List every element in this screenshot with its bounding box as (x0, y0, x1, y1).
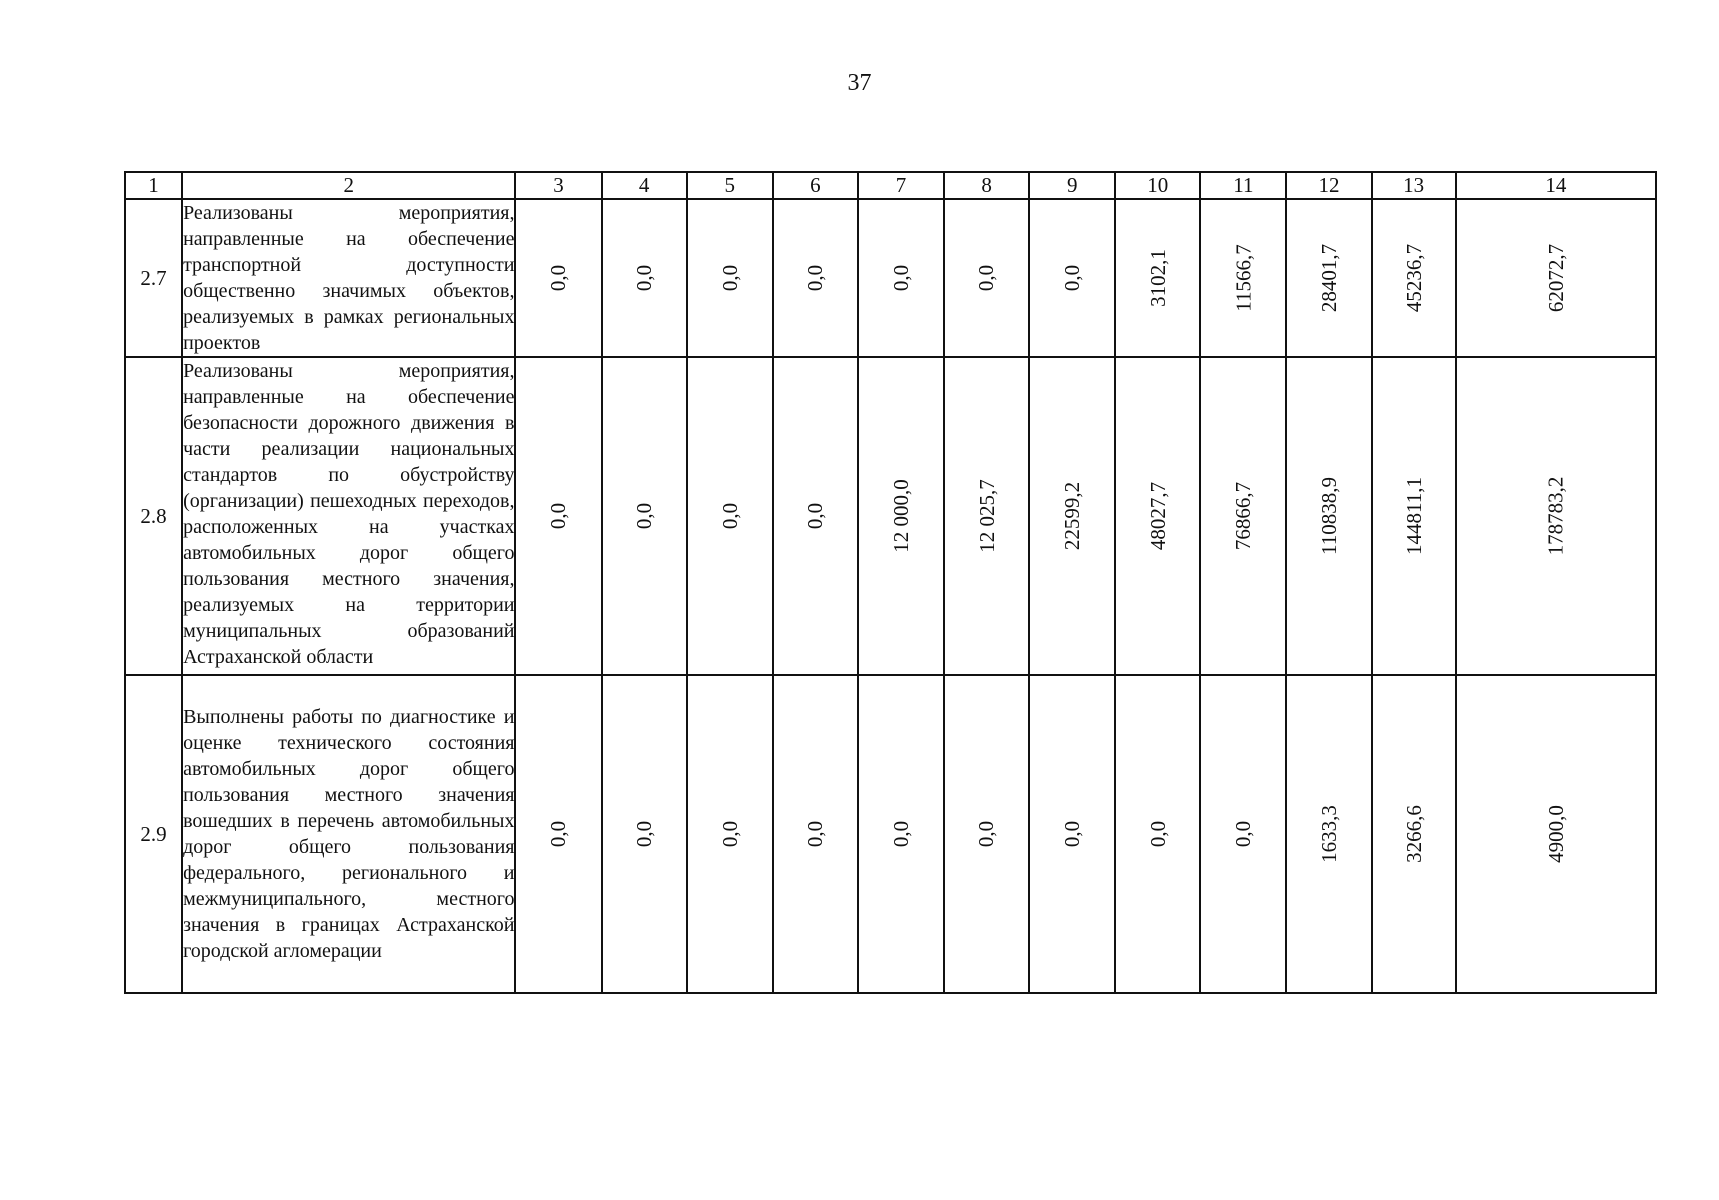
value-cell (1286, 357, 1371, 675)
column-header: 2 (182, 172, 515, 199)
cell-value: 0,0 (1060, 820, 1085, 848)
column-header: 9 (1029, 172, 1115, 199)
cell-value: 0,0 (803, 502, 828, 530)
cell-value: 4900,0 (1543, 805, 1568, 863)
cell-value: 22599,2 (1060, 481, 1085, 551)
value-cell (1115, 675, 1200, 993)
row-description: Выполнены работы по диагностике и оценке технического состояния автомобильных дорог общего пользования местного значения вошедших в перечень автомобильных дорог общего пользования федерального, регионального и межмуниципального, местного значения в границах Астраханской городской агломерации (182, 675, 515, 993)
row-description: Реализованы мероприятия, направленные на обеспечение транспортной доступности общественно значимых объектов, реализуемых в рамках региональных проектов (182, 199, 515, 357)
row-number: 2.8 (125, 357, 182, 675)
value-cell (515, 675, 601, 993)
cell-value: 0,0 (546, 502, 571, 530)
row-number: 2.7 (125, 199, 182, 357)
cell-value: 0,0 (632, 820, 657, 848)
value-cell (1372, 357, 1456, 675)
cell-value: 0,0 (803, 820, 828, 848)
cell-value: 0,0 (1145, 820, 1170, 848)
value-cell (1115, 199, 1200, 357)
cell-value: 110838,9 (1317, 477, 1342, 555)
value-cell (515, 357, 601, 675)
value-cell (1115, 357, 1200, 675)
cell-value: 12 000,0 (888, 479, 913, 553)
cell-value: 0,0 (888, 264, 913, 292)
value-cell (1372, 199, 1456, 357)
row-description: Реализованы мероприятия, направленные на обеспечение безопасности дорожного движения в части реализации национальных стандартов по обустройству (организации) пешеходных переходов, расположенных на участках автомобильных дорог общего пользования местного значения, реализуемых на территории муниципальных образований Астраханской области (182, 357, 515, 675)
cell-value: 0,0 (632, 502, 657, 530)
table-row (125, 199, 1656, 357)
cell-value: 0,0 (632, 264, 657, 292)
value-cell (687, 675, 773, 993)
cell-value: 144811,1 (1401, 477, 1426, 555)
column-header: 5 (687, 172, 773, 199)
value-cell (1456, 199, 1656, 357)
cell-value: 12 025,7 (974, 479, 999, 553)
value-cell (858, 675, 944, 993)
column-header: 14 (1456, 172, 1656, 199)
value-cell (1200, 199, 1286, 357)
cell-value: 76866,7 (1231, 481, 1256, 551)
cell-value: 0,0 (1060, 264, 1085, 292)
column-header: 4 (602, 172, 687, 199)
value-cell (1372, 675, 1456, 993)
value-cell (602, 675, 687, 993)
cell-value: 11566,7 (1231, 244, 1256, 312)
cell-value: 0,0 (974, 820, 999, 848)
value-cell (944, 199, 1029, 357)
cell-value: 178783,2 (1543, 476, 1568, 556)
column-header: 10 (1115, 172, 1200, 199)
cell-value: 0,0 (546, 820, 571, 848)
cell-value: 0,0 (546, 264, 571, 292)
value-cell (515, 199, 601, 357)
value-cell (1029, 199, 1115, 357)
value-cell (773, 199, 858, 357)
column-header: 13 (1372, 172, 1456, 199)
header-row (125, 172, 1656, 199)
cell-value: 62072,7 (1543, 243, 1568, 313)
cell-value: 3102,1 (1145, 249, 1170, 307)
value-cell (687, 357, 773, 675)
value-cell (1029, 357, 1115, 675)
cell-value: 3266,6 (1401, 805, 1426, 863)
value-cell (602, 357, 687, 675)
value-cell (944, 675, 1029, 993)
column-header: 8 (944, 172, 1029, 199)
cell-value: 28401,7 (1317, 243, 1342, 313)
value-cell (944, 357, 1029, 675)
value-cell (1456, 357, 1656, 675)
value-cell (858, 357, 944, 675)
table-row (125, 675, 1656, 993)
value-cell (1200, 675, 1286, 993)
column-header: 1 (125, 172, 182, 199)
value-cell (773, 675, 858, 993)
value-cell (1200, 357, 1286, 675)
cell-value: 45236,7 (1401, 243, 1426, 313)
value-cell (1286, 675, 1371, 993)
column-header: 11 (1200, 172, 1286, 199)
value-cell (687, 199, 773, 357)
cell-value: 0,0 (1231, 820, 1256, 848)
cell-value: 0,0 (803, 264, 828, 292)
cell-value: 1633,3 (1317, 805, 1342, 863)
column-header: 3 (515, 172, 601, 199)
cell-value: 0,0 (717, 502, 742, 530)
cell-value: 0,0 (888, 820, 913, 848)
value-cell (1456, 675, 1656, 993)
row-number: 2.9 (125, 675, 182, 993)
cell-value: 48027,7 (1145, 481, 1170, 551)
table-row (125, 357, 1656, 675)
data-table (124, 171, 1657, 994)
page-number: 37 (847, 70, 872, 96)
value-cell (858, 199, 944, 357)
column-header: 7 (858, 172, 944, 199)
column-header: 6 (773, 172, 858, 199)
cell-value: 0,0 (717, 820, 742, 848)
value-cell (773, 357, 858, 675)
cell-value: 0,0 (717, 264, 742, 292)
value-cell (1286, 199, 1371, 357)
value-cell (602, 199, 687, 357)
cell-value: 0,0 (974, 264, 999, 292)
value-cell (1029, 675, 1115, 993)
column-header: 12 (1286, 172, 1371, 199)
